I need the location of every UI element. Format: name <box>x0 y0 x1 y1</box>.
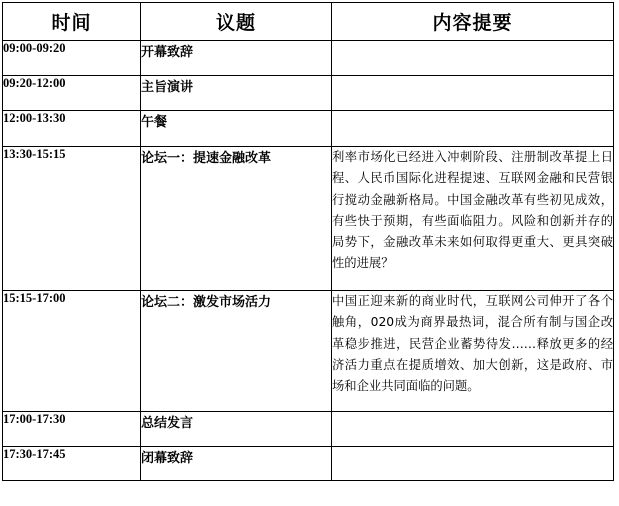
time-cell: 09:20-12:00 <box>3 76 141 111</box>
topic-cell: 主旨演讲 <box>141 76 332 111</box>
table-row <box>3 76 614 111</box>
content-cell <box>332 111 614 147</box>
time-cell: 09:00-09:20 <box>3 41 141 76</box>
agenda-table <box>2 2 614 481</box>
table-row <box>3 147 614 291</box>
topic-cell: 午餐 <box>141 111 332 147</box>
topic-cell: 开幕致辞 <box>141 41 332 76</box>
table-row <box>3 447 614 481</box>
topic-cell: 闭幕致辞 <box>141 447 332 481</box>
content-cell <box>332 76 614 111</box>
time-cell: 13:30-15:15 <box>3 147 141 291</box>
content-cell: 利率市场化已经进入冲刺阶段、注册制改革提上日程、人民币国际化进程提速、互联网金融和民营银行搅动金融新格局。中国金融改革有些初见成效，有些快于预期，有些面临阻力。风险和创新并存的局势下，金融改革未来如何取得更重大、更具突破性的进展？ <box>332 147 614 291</box>
table-row <box>3 41 614 76</box>
time-cell: 17:00-17:30 <box>3 412 141 447</box>
table-row <box>3 412 614 447</box>
content-cell <box>332 412 614 447</box>
header-time: 时间 <box>3 3 141 41</box>
table-row <box>3 111 614 147</box>
content-cell <box>332 41 614 76</box>
topic-cell: 总结发言 <box>141 412 332 447</box>
table-row <box>3 291 614 412</box>
time-cell: 17:30-17:45 <box>3 447 141 481</box>
content-cell: 中国正迎来新的商业时代，互联网公司伸开了各个触角，020成为商界最热词，混合所有制与国企改革稳步推进，民营企业蓄势待发……释放更多的经济活力重点在提质增效、加大创新，这是政府、市场和企业共同面临的问题。 <box>332 291 614 412</box>
topic-cell: 论坛二：激发市场活力 <box>141 291 332 412</box>
time-cell: 15:15-17:00 <box>3 291 141 412</box>
header-content: 内容提要 <box>332 3 614 41</box>
header-row <box>3 3 614 41</box>
content-cell <box>332 447 614 481</box>
time-cell: 12:00-13:30 <box>3 111 141 147</box>
topic-cell: 论坛一：提速金融改革 <box>141 147 332 291</box>
header-topic: 议题 <box>141 3 332 41</box>
